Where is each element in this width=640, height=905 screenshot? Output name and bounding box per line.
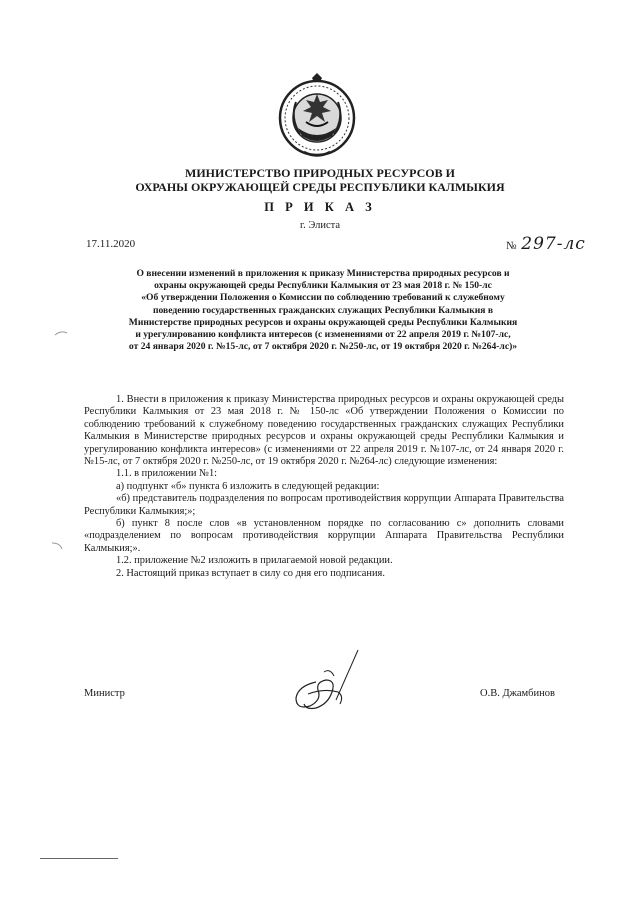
signatory-title: Министр — [84, 688, 125, 699]
body-paragraph-3: а) подпункт «б» пункта 6 изложить в следующей редакции: — [116, 480, 380, 492]
body-paragraph-4: «б) представитель подразделения по вопросам противодействия коррупции Аппарата Правительства Республики Калмыкия;»; — [84, 493, 564, 517]
document-type-title: П Р И К А З — [264, 200, 376, 214]
body-paragraph-1: 1. Внести в приложения к приказу Министерства природных ресурсов и охраны окружающей среды Республики Калмыкия от 23 мая 2018 г. № 150-лс «Об утверждении Положения о Комиссии по соблюдению требований к служебному поведению государственных гражданских служащих Республики Калмыкия в Министерстве природных ресурсов и охраны окружающей среды Республики Калмыкия и урегулированию конфликта интересов» (с изменениями от 22 апреля 2019 г. №107-лс, от 24 января 2020 г. №15-лс, от 7 октября 2020 г. №250-лс, от 19 октября 2020 г. №264-лс) следующие изменения: — [84, 394, 564, 468]
body-paragraph-6: 1.2. приложение №2 изложить в прилагаемой новой редакции. — [116, 555, 393, 567]
order-number-handwritten: 297-лс — [521, 234, 586, 254]
ministry-name — [60, 166, 580, 194]
order-date: 17.11.2020 — [86, 238, 136, 250]
subject-line: О внесении изменений в приложения к приказу Министерства природных ресурсов и — [136, 268, 510, 279]
coat-of-arms-emblem — [276, 72, 358, 160]
ministry-name-line-2: ОХРАНЫ ОКРУЖАЮЩЕЙ СРЕДЫ РЕСПУБЛИКИ КАЛМЫКИЯ — [135, 180, 505, 194]
order-number-prefix: № — [506, 240, 517, 252]
signatory-name: О.В. Джамбинов — [480, 688, 555, 699]
ministry-name-line-1: МИНИСТЕРСТВО ПРИРОДНЫХ РЕСУРСОВ И — [185, 166, 455, 180]
margin-scan-mark — [50, 542, 64, 550]
subject-line: Министерстве природных ресурсов и охраны окружающей среды Республики Калмыкия — [128, 316, 518, 328]
city-label: г. Элиста — [299, 220, 341, 231]
subject-line: «Об утверждении Положения о Комиссии по соблюдению требований к служебному — [141, 292, 505, 304]
subject-line: охраны окружающей среды Республики Калмыкия от 23 мая 2018 г. № 150-лс — [154, 280, 492, 292]
margin-scan-mark — [54, 330, 68, 336]
order-body — [84, 394, 564, 580]
body-paragraph-2: 1.1. в приложении №1: — [116, 468, 218, 480]
order-number — [506, 234, 586, 254]
order-subject-heading — [74, 268, 572, 353]
handwritten-signature — [288, 648, 378, 718]
footer-rule — [40, 858, 118, 859]
subject-line: от 24 января 2020 г. №15-лс, от 7 октября 2020 г. №250-лс, от 19 октября 2020 г. №264-лс)» — [128, 341, 518, 353]
subject-line: поведению государственных гражданских служащих Республики Калмыкия в — [152, 304, 494, 316]
subject-line: и урегулированию конфликта интересов (с изменениями от 22 апреля 2019 г. №107-лс, — [135, 329, 511, 341]
body-paragraph-7: 2. Настоящий приказ вступает в силу со дня его подписания. — [116, 567, 385, 579]
body-paragraph-5: б) пункт 8 после слов «в установленном порядке по согласованию с» дополнить словами «подразделением по вопросам противодействия коррупции Аппарата Правительства Республики Калмыкия;». — [84, 518, 564, 554]
